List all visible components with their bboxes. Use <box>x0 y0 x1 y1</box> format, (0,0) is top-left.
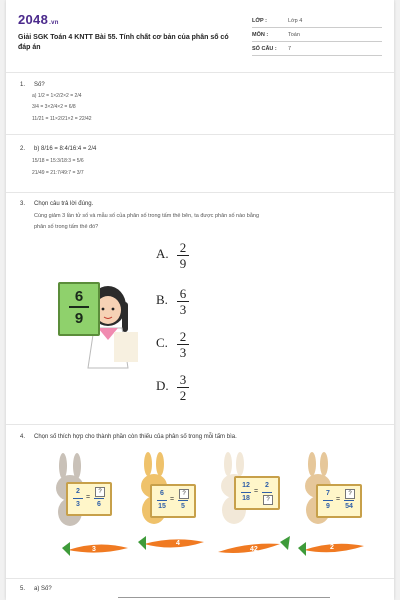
q3-body-2: phân số trong tấm thẻ đó? <box>34 224 99 230</box>
document-page: 2048.vn Giải SGK Toán 4 KNTT Bài 55. Tính chất cơ bản của phân số có đáp án LỚP : Lớp 4 MÔN : Toán SỐ CÂU : 7 1. Số? a) 1/2 = 1×2/2×2 = 2/4 3/4 = 3×2/4×2 = 6/8 11/21 = 11×2/21×2 = 22/42 2. b) 8/16 = 8:4/16:4 = 2/4 15/18 = 15:3/18:3 = 5/6 21/49 = 21:7/49:7 = 3/7 3. Chọn câu trả lời đúng. Cùng giảm 3 lần tử số và mẫu số của phân số trong tấm thẻ bên, ta được phân số nào bằng phân số trong tấm thẻ đó? 6 9 A. 2 9 B. 6 3 C. 2 3 D. 3 2 4. Chọn số thích hợp cho thành phần còn thiếu của phân số trong mỗi tấm bìa. 2 3 = ? 6 6 15 = ? 5 12 18 = 2 ? 7 9 = ? 54 3 4 42 2 5. a) Số? <box>6 0 394 600</box>
header-divider <box>6 72 394 73</box>
q2-line-1: 15/18 = 15:3/18:3 = 5/6 <box>32 158 84 164</box>
q3-body-1: Cùng giảm 3 lần tử số và mẫu số của phân số trong tấm thẻ bên, ta được phân số nào bằng <box>34 213 260 219</box>
q1-line-3: 11/21 = 11×2/21×2 = 22/42 <box>32 116 92 122</box>
site-logo[interactable]: 2048.vn <box>18 12 59 27</box>
carrot-number-1[interactable]: 3 <box>92 546 96 553</box>
q1-line-2: 3/4 = 3×2/4×2 = 6/8 <box>32 104 76 110</box>
carrot-number-4[interactable]: 2 <box>330 544 334 551</box>
carrot-number-3[interactable]: 42 <box>250 546 258 553</box>
fraction-card-2: 6 15 = ? 5 <box>150 484 196 518</box>
carrot-number-2[interactable]: 4 <box>176 540 180 547</box>
fraction-card-4: 7 9 = ? 54 <box>316 484 362 518</box>
q1-line-1: a) 1/2 = 1×2/2×2 = 2/4 <box>32 93 82 99</box>
q1-divider <box>6 134 394 135</box>
fraction-card-3: 12 18 = 2 ? <box>234 476 280 510</box>
q5-table-top <box>118 597 330 598</box>
q2-divider <box>6 192 394 193</box>
q3-divider <box>6 424 394 425</box>
document-title: Giải SGK Toán 4 KNTT Bài 55. Tính chất cơ bản của phân số có đáp án <box>18 34 229 51</box>
fraction-card-1: 2 3 = ? 6 <box>66 482 112 516</box>
meta-row-subject: MÔN : Toán <box>252 30 382 42</box>
fraction-card-6-9: 6 9 <box>58 282 100 336</box>
q2-line-2: 21/49 = 21:7/49:7 = 3/7 <box>32 170 84 176</box>
meta-row-count: SỐ CÂU : 7 <box>252 44 382 56</box>
meta-row-class: LỚP : Lớp 4 <box>252 16 382 28</box>
q4-divider <box>6 578 394 579</box>
document-header <box>6 0 394 72</box>
